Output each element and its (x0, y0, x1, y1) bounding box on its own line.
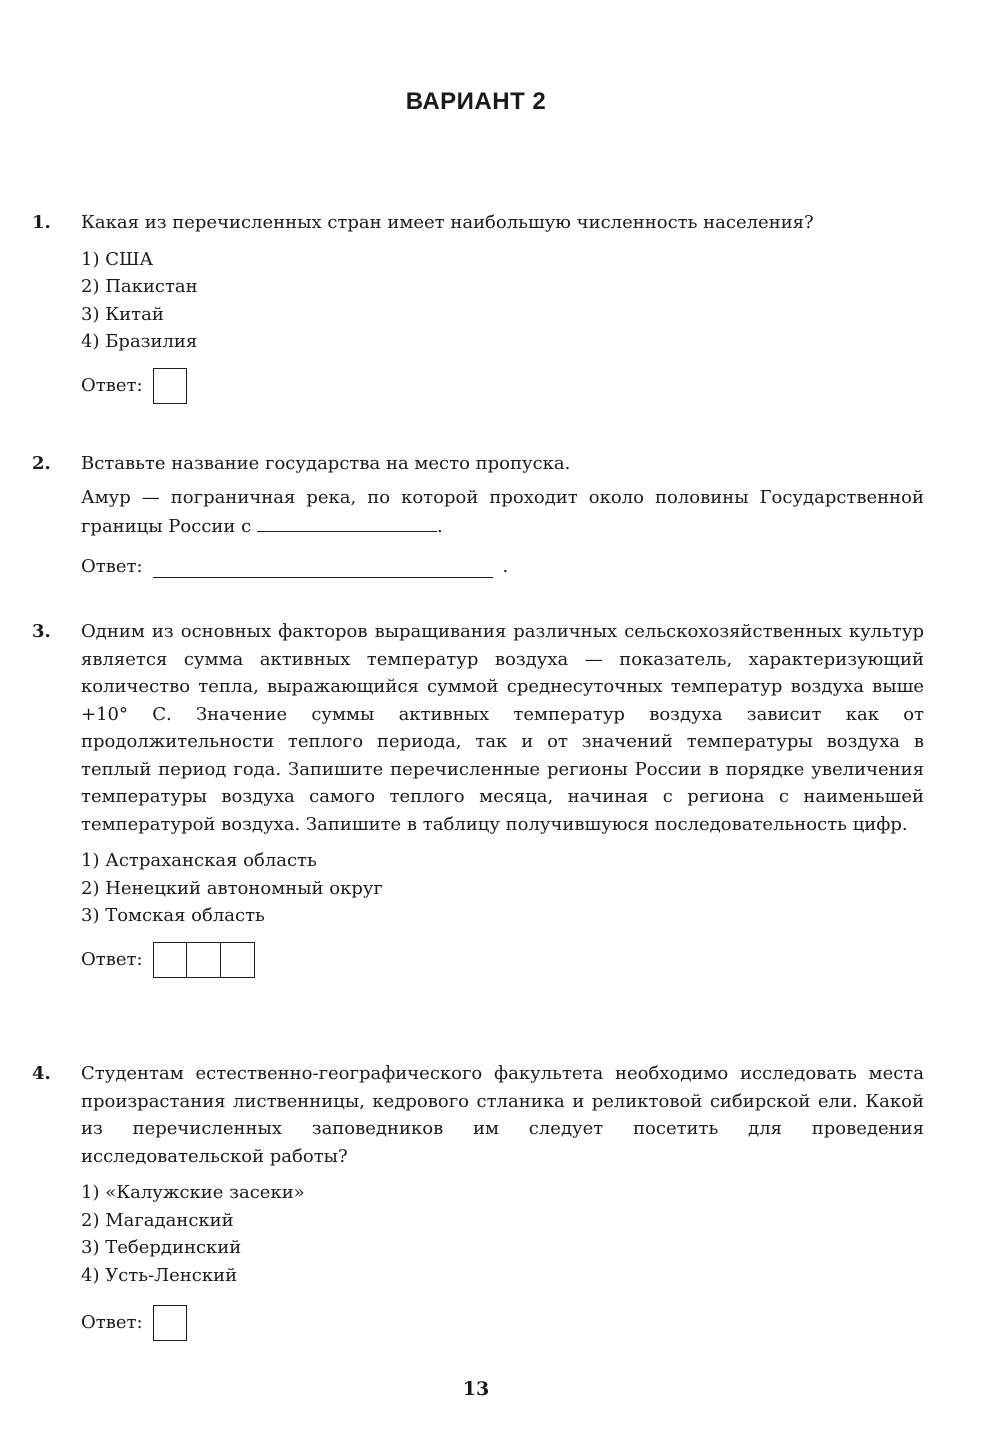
options-list (81, 246, 924, 356)
question-number: 3. (32, 621, 51, 642)
option-2: 2) Пакистан (81, 276, 198, 297)
answer-cell-1[interactable] (153, 942, 187, 978)
answer-box[interactable] (153, 1305, 187, 1341)
fill-blank[interactable] (257, 511, 437, 532)
question-number: 1. (32, 212, 51, 233)
option-4: 4) Бразилия (81, 331, 198, 352)
answer-cell-3[interactable] (221, 942, 255, 978)
answer-row (81, 368, 924, 404)
answer-label: Ответ: (81, 555, 143, 577)
option-1: 1) «Калужские засеки» (81, 1182, 305, 1203)
question-1 (32, 209, 924, 404)
question-2 (32, 450, 924, 580)
option-3: 3) Тебердинский (81, 1237, 242, 1258)
question-text: Студентам естественно-географического факультета необходимо исследовать места произрастания лиственницы, кедрового стланика и реликтовой сибирской ели. Какой из перечисленных заповедников им следует посетить для проведения исследовательской работы? (81, 1063, 924, 1167)
answer-box[interactable] (153, 368, 187, 404)
page-number: 13 (462, 1378, 490, 1400)
paragraph-end: . (436, 516, 443, 537)
paragraph-text: Амур — пограничная река, по которой проходит около половины Государственной границы России с (81, 486, 924, 537)
option-1: 1) Астраханская область (81, 850, 317, 871)
question-paragraph (81, 484, 924, 541)
question-text: Вставьте название государства на место пропуска. (81, 453, 571, 474)
question-number: 2. (32, 453, 51, 474)
answer-label: Ответ: (81, 1312, 143, 1334)
option-3: 3) Томская область (81, 905, 265, 926)
options-list (81, 1179, 924, 1289)
options-list (81, 847, 924, 930)
option-3: 3) Китай (81, 303, 164, 325)
question-text: Одним из основных факторов выращивания различных сельскохозяйственных культур является сумма активных температур воздуха — показатель, характеризующий количество тепла, выражающийся суммой среднесуточных температур воздуха выше +10° С. Значение суммы активных температур воздуха зависит как от продолжительности теплого периода, так и от значений температуры воздуха в теплый период года. Запишите перечисленные регионы России в порядке увеличения температуры воздуха самого теплого месяца, начиная с региона с наименьшей температурой воздуха. Запишите в таблицу получившуюся последовательность цифр. (81, 621, 924, 835)
option-2: 2) Ненецкий автономный округ (81, 877, 383, 899)
answer-line[interactable] (153, 555, 493, 578)
question-text: Какая из перечисленных стран имеет наибольшую численность населения? (81, 212, 814, 233)
question-4 (32, 1060, 924, 1341)
option-4: 4) Усть-Ленский (81, 1264, 238, 1286)
answer-end: . (502, 555, 509, 577)
answer-cell-2[interactable] (187, 942, 221, 978)
answer-row (81, 553, 924, 581)
question-3 (32, 618, 924, 978)
option-2: 2) Магаданский (81, 1209, 234, 1231)
option-1: 1) США (81, 248, 154, 270)
answer-table (153, 942, 255, 978)
answer-row (81, 942, 924, 978)
answer-label: Ответ: (81, 374, 143, 396)
answer-label: Ответ: (81, 948, 143, 970)
question-number: 4. (32, 1063, 51, 1084)
page-title: ВАРИАНТ 2 (405, 88, 547, 115)
answer-row (81, 1305, 924, 1341)
